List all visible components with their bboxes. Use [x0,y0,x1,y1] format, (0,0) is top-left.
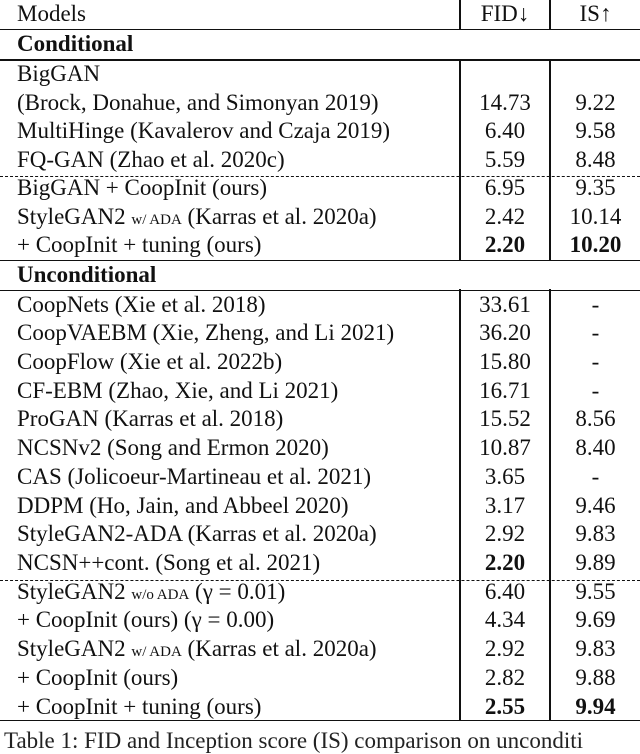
model-name: CoopNets (Xie et al. 2018) [17,291,266,317]
model-name: StyleGAN2-ADA (Karras et al. 2020a) [17,521,377,547]
fid-value: 2.20 [484,549,526,575]
is-value: 9.69 [575,607,616,633]
is-value: 9.22 [575,89,616,115]
is-value: 10.14 [569,203,622,229]
table-row [0,291,640,320]
table-row [0,606,640,635]
table-row [0,635,640,664]
is-value: 9.46 [575,492,616,518]
model-name: CoopVAEBM (Xie, Zheng, and Li 2021) [17,320,395,346]
is-value: 10.20 [569,232,622,257]
fid-value: 15.52 [479,406,531,432]
fid-value: 16.71 [479,377,531,403]
model-name: + CoopInit + tuning (ours) [17,232,262,257]
model-name: CoopFlow (Xie et al. 2022b) [17,348,283,374]
is-value: - [591,348,600,374]
section-conditional [0,30,640,59]
is-value: 8.40 [575,435,616,461]
section-unconditional [0,261,640,290]
model-name: BigGAN + CoopInit (ours) [17,175,267,200]
is-value: 9.83 [575,636,616,662]
model-name: + CoopInit + tuning (ours) [17,693,262,719]
is-value: 9.55 [575,578,616,604]
header-row [0,0,640,29]
model-name: StyleGAN2 w/o ADA (γ = 0.01) [17,578,286,604]
section-title: Unconditional [17,261,157,287]
is-value: 9.94 [575,693,616,719]
model-name: BigGAN [17,61,101,86]
table-row [0,492,640,521]
is-value: - [591,320,600,346]
fid-value: 33.61 [479,291,531,317]
fid-value: 3.17 [484,492,526,518]
model-name: NCSNv2 (Song and Ermon 2020) [17,435,329,461]
is-value: 9.88 [575,664,616,690]
fid-value: 10.87 [479,435,531,461]
table-row [0,549,640,578]
fid-value: 6.40 [484,118,526,143]
fid-value: 3.65 [484,463,526,489]
is-value: 8.48 [575,146,616,172]
fid-value: 2.92 [484,521,526,547]
table-caption: Table 1: FID and Inception score (IS) comparison on unconditi [4,728,583,753]
header-is: IS↑ [579,1,612,26]
fid-value: 14.73 [479,89,531,115]
table-row [0,463,640,492]
table-row [0,203,640,232]
section-title: Conditional [17,31,134,56]
header-models: Models [17,1,86,26]
model-name: MultiHinge (Kavalerov and Czaja 2019) [17,118,390,143]
table-row [0,664,640,693]
model-name: (Brock, Donahue, and Simonyan 2019) [17,89,379,115]
fid-value: 5.59 [484,146,526,172]
model-name: FQ-GAN (Zhao et al. 2020c) [17,146,285,172]
is-value: 9.35 [575,175,616,200]
model-name: ProGAN (Karras et al. 2018) [17,406,284,432]
model-name: CAS (Jolicoeur-Martineau et al. 2021) [17,463,372,489]
model-name: + CoopInit (ours) [17,664,179,690]
table-row [0,578,640,607]
table-row [0,520,640,549]
table-row [0,60,640,89]
fid-value: 36.20 [479,320,531,346]
table-row [0,434,640,463]
fid-value: 15.80 [479,348,531,374]
is-value: 9.89 [575,549,616,575]
table-row [0,146,640,175]
header-fid: FID↓ [480,1,530,26]
fid-value: 2.92 [484,636,526,662]
fid-value: 6.40 [484,578,526,604]
is-value: - [591,463,600,489]
table-row [0,693,640,722]
fid-value: 2.42 [484,203,526,229]
model-name: StyleGAN2 w/ ADA (Karras et al. 2020a) [17,203,377,229]
table-row [0,405,640,434]
table-row [0,231,640,260]
model-name: NCSN++cont. (Song et al. 2021) [17,549,321,575]
is-value: 9.58 [575,118,616,143]
model-name: CF-EBM (Zhao, Xie, and Li 2021) [17,377,339,403]
table-row [0,348,640,377]
model-name: DDPM (Ho, Jain, and Abbeel 2020) [17,492,349,518]
fid-value: 2.20 [484,232,526,257]
fid-value: 6.95 [484,175,526,200]
fid-value: 2.55 [484,693,526,719]
is-value: - [591,377,600,403]
model-name: StyleGAN2 w/ ADA (Karras et al. 2020a) [17,636,377,662]
table-row [0,89,640,118]
model-name: + CoopInit (ours) (γ = 0.00) [17,607,275,633]
is-value: - [591,291,600,317]
is-value: 8.56 [575,406,616,432]
table-row [0,174,640,203]
is-value: 9.83 [575,521,616,547]
fid-value: 4.34 [484,607,526,633]
table-row [0,117,640,146]
table-row [0,377,640,406]
table-row [0,319,640,348]
fid-value: 2.82 [484,664,526,690]
